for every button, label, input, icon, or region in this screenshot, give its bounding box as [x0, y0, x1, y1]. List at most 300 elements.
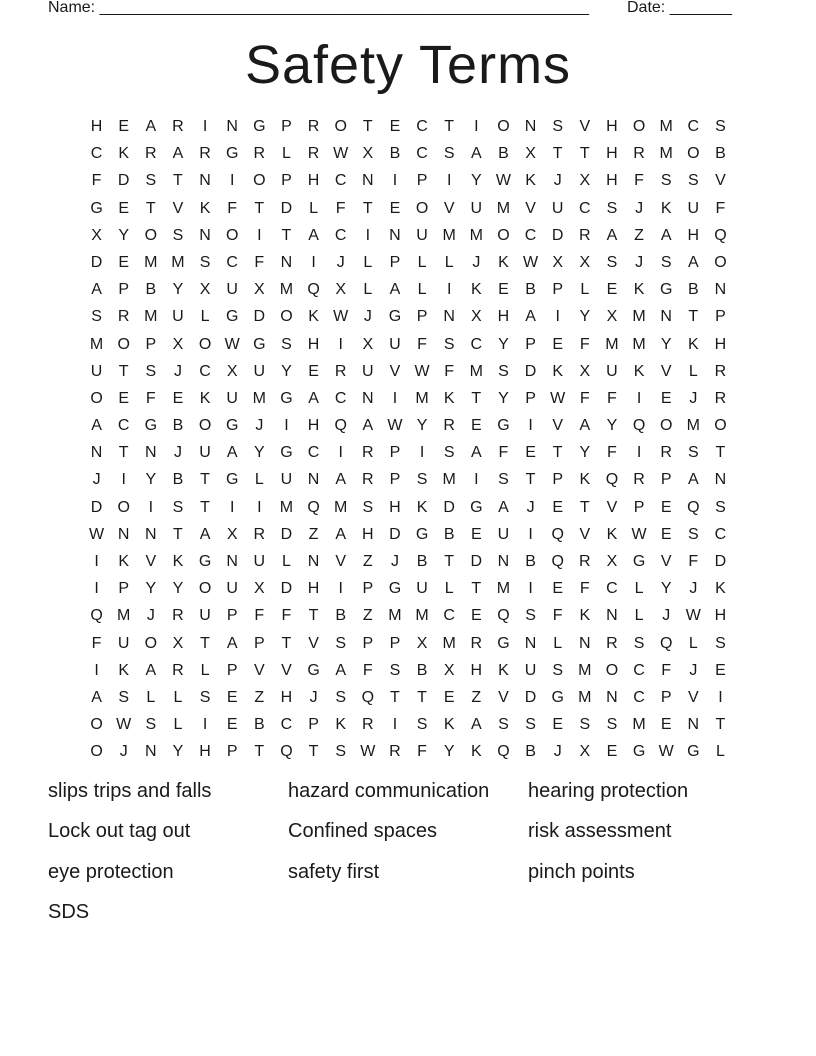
grid-letter: C: [334, 172, 347, 190]
grid-letter: T: [552, 145, 563, 163]
grid-letter: K: [498, 253, 509, 271]
grid-letter: A: [606, 226, 618, 244]
grid-letter: B: [416, 661, 428, 679]
grid-letter: M: [415, 607, 429, 625]
grid-letter: G: [225, 145, 239, 163]
grid-letter: V: [498, 688, 509, 706]
grid-letter: Y: [498, 389, 509, 407]
grid-letter: T: [308, 607, 319, 625]
grid-letter: N: [145, 743, 157, 761]
grid-letter: Q: [632, 417, 646, 435]
grid-letter: P: [118, 281, 130, 299]
grid-letter: V: [579, 118, 591, 135]
grid-letter: N: [606, 688, 618, 706]
grid-letter: L: [254, 471, 264, 489]
grid-letter: S: [443, 335, 455, 353]
grid-letter: Y: [172, 281, 184, 299]
grid-letter: I: [474, 118, 479, 135]
grid-letter: R: [389, 743, 401, 761]
grid-letter: U: [253, 362, 266, 380]
grid-letter: C: [199, 362, 211, 380]
grid-letter: K: [443, 389, 455, 407]
grid-letter: O: [687, 145, 700, 163]
grid-letter: A: [91, 688, 102, 706]
grid-letter: O: [714, 417, 727, 435]
grid-letter: H: [687, 226, 700, 244]
grid-letter: M: [632, 335, 646, 353]
grid-letter: O: [334, 118, 347, 135]
grid-letter: I: [528, 580, 533, 598]
grid-letter: Q: [605, 471, 619, 489]
grid-letter: P: [660, 471, 672, 489]
grid-letter: L: [688, 362, 698, 380]
grid-letter: I: [311, 253, 316, 271]
grid-letter: E: [552, 716, 564, 734]
grid-letter: B: [253, 716, 265, 734]
grid-letter: O: [605, 661, 619, 679]
grid-letter: C: [226, 253, 238, 271]
grid-letter: I: [338, 580, 343, 598]
grid-letter: L: [281, 553, 291, 570]
grid-letter: R: [660, 444, 672, 462]
grid-letter: N: [524, 118, 537, 135]
grid-letter: X: [579, 172, 591, 190]
grid-letter: U: [687, 199, 700, 217]
grid-row: [83, 331, 734, 358]
grid-letter: S: [443, 145, 455, 163]
grid-letter: S: [118, 688, 130, 706]
grid-letter: V: [172, 199, 184, 217]
grid-letter: A: [335, 471, 347, 489]
grid-letter: P: [416, 308, 428, 326]
grid-letter: C: [334, 389, 347, 407]
grid-letter: B: [145, 281, 157, 299]
grid-letter: E: [606, 281, 618, 299]
grid-letter: R: [579, 553, 591, 570]
grid-letter: K: [660, 199, 672, 217]
grid-letter: E: [443, 688, 455, 706]
grid-row: [83, 466, 734, 493]
grid-letter: J: [309, 688, 318, 706]
grid-letter: H: [307, 335, 320, 353]
grid-row: [83, 113, 734, 140]
grid-letter: M: [442, 471, 456, 489]
grid-letter: M: [578, 688, 592, 706]
grid-letter: M: [496, 580, 511, 598]
grid-letter: V: [606, 498, 618, 516]
grid-letter: L: [363, 253, 373, 271]
grid-letter: N: [199, 226, 211, 244]
grid-letter: K: [498, 661, 509, 679]
grid-letter: P: [226, 743, 238, 761]
grid-letter: S: [552, 661, 564, 679]
grid-letter: I: [718, 688, 723, 706]
grid-letter: S: [606, 199, 618, 217]
grid-letter: F: [552, 607, 563, 625]
grid-letter: N: [307, 553, 320, 570]
grid-letter: O: [90, 716, 103, 734]
grid-letter: S: [199, 688, 211, 706]
grid-letter: E: [660, 498, 672, 516]
grid-letter: E: [660, 716, 672, 734]
grid-letter: N: [199, 172, 211, 190]
grid-letter: J: [336, 253, 345, 271]
grid-letter: H: [199, 743, 211, 761]
grid-letter: V: [443, 199, 455, 217]
grid-letter: W: [333, 145, 349, 163]
grid-letter: J: [635, 199, 644, 217]
grid-letter: F: [715, 199, 726, 217]
grid-letter: E: [118, 118, 130, 135]
grid-letter: A: [335, 525, 347, 543]
grid-letter: G: [470, 498, 483, 516]
grid-letter: R: [199, 145, 211, 163]
grid-letter: M: [334, 498, 348, 516]
grid-letter: T: [390, 688, 400, 706]
grid-letter: E: [660, 525, 672, 543]
grid-letter: L: [417, 253, 427, 271]
grid-letter: P: [633, 498, 645, 516]
grid-letter: W: [495, 172, 511, 190]
grid-row: [83, 494, 734, 521]
grid-letter: C: [606, 580, 618, 598]
grid-letter: A: [687, 253, 699, 271]
grid-letter: D: [524, 362, 537, 380]
grid-letter: Z: [362, 607, 373, 625]
grid-letter: F: [579, 389, 590, 407]
grid-letter: K: [172, 553, 184, 570]
grid-letter: C: [524, 226, 537, 244]
grid-letter: C: [117, 417, 130, 435]
grid-letter: S: [715, 498, 726, 516]
grid-letter: N: [145, 444, 157, 462]
grid-letter: K: [606, 525, 618, 543]
grid-letter: P: [308, 716, 319, 734]
grid-letter: L: [444, 253, 454, 271]
grid-letter: E: [470, 607, 482, 625]
grid-letter: X: [470, 308, 482, 326]
grid-row: [83, 167, 734, 194]
grid-letter: F: [254, 253, 265, 271]
grid-letter: N: [226, 553, 238, 570]
grid-letter: Y: [606, 417, 618, 435]
grid-letter: N: [443, 308, 455, 326]
grid-letter: D: [714, 553, 727, 570]
grid-letter: M: [632, 308, 646, 326]
grid-letter: E: [660, 389, 672, 407]
grid-row: [83, 521, 734, 548]
grid-letter: K: [715, 580, 726, 598]
grid-letter: A: [226, 444, 238, 462]
grid-letter: K: [416, 498, 428, 516]
grid-letter: M: [388, 607, 402, 625]
grid-letter: Y: [118, 226, 130, 244]
grid-letter: A: [525, 308, 536, 326]
grid-letter: D: [90, 498, 103, 516]
grid-letter: N: [362, 172, 374, 190]
grid-letter: P: [552, 281, 564, 299]
grid-letter: U: [416, 226, 428, 244]
grid-letter: Q: [551, 525, 564, 543]
grid-letter: F: [661, 661, 672, 679]
grid-letter: B: [715, 145, 726, 163]
grid-letter: J: [363, 308, 372, 326]
grid-letter: K: [633, 281, 645, 299]
grid-letter: S: [416, 716, 428, 734]
grid-letter: A: [470, 716, 482, 734]
grid-row: [83, 140, 734, 167]
grid-letter: E: [470, 525, 482, 543]
grid-letter: X: [226, 362, 238, 380]
grid-letter: Z: [308, 525, 319, 543]
grid-letter: B: [525, 281, 536, 299]
grid-letter: O: [659, 417, 673, 435]
grid-letter: P: [552, 471, 564, 489]
grid-letter: A: [226, 634, 238, 652]
grid-letter: S: [443, 444, 455, 462]
grid-letter: B: [416, 553, 428, 570]
grid-letter: N: [579, 634, 591, 652]
grid-letter: U: [226, 580, 238, 598]
grid-letter: G: [280, 444, 293, 462]
grid-letter: K: [118, 661, 130, 679]
grid-letter: D: [280, 580, 293, 598]
grid-letter: E: [226, 688, 238, 706]
grid-letter: T: [173, 525, 183, 543]
grid-letter: G: [497, 634, 510, 652]
grid-letter: H: [307, 417, 320, 435]
grid-letter: M: [578, 661, 592, 679]
grid-letter: R: [334, 362, 347, 380]
grid-letter: C: [334, 226, 347, 244]
grid-letter: T: [471, 389, 482, 407]
grid-letter: I: [555, 308, 560, 326]
grid-letter: Q: [90, 607, 103, 625]
grid-letter: O: [225, 226, 239, 244]
grid-letter: T: [362, 199, 373, 217]
grid-letter: K: [633, 362, 645, 380]
grid-letter: N: [687, 716, 700, 734]
grid-letter: T: [362, 118, 373, 135]
grid-letter: D: [524, 688, 537, 706]
grid-letter: M: [279, 281, 294, 299]
grid-letter: E: [552, 498, 564, 516]
grid-letter: I: [365, 226, 371, 244]
grid-letter: A: [335, 661, 347, 679]
grid-letter: M: [496, 199, 511, 217]
grid-letter: M: [469, 226, 483, 244]
grid-letter: R: [443, 417, 455, 435]
word-bank-item: SDS: [48, 900, 90, 923]
grid-letter: K: [552, 362, 564, 380]
grid-letter: G: [415, 525, 429, 543]
grid-letter: T: [579, 498, 590, 516]
grid-letter: M: [279, 498, 294, 516]
grid-letter: J: [689, 389, 698, 407]
grid-letter: E: [552, 335, 564, 353]
grid-letter: G: [253, 335, 266, 353]
grid-letter: O: [144, 226, 158, 244]
grid-letter: E: [118, 199, 130, 217]
grid-letter: U: [416, 580, 428, 598]
grid-letter: X: [579, 362, 591, 380]
grid-letter: A: [91, 417, 102, 435]
grid-letter: T: [525, 471, 536, 489]
grid-letter: Y: [660, 580, 672, 598]
grid-letter: W: [89, 525, 105, 543]
grid-letter: Y: [172, 743, 184, 761]
grid-letter: T: [715, 444, 726, 462]
grid-letter: K: [470, 743, 482, 761]
grid-letter: L: [715, 743, 725, 761]
grid-letter: I: [148, 498, 154, 516]
grid-letter: L: [634, 580, 644, 598]
word-bank-item: Lock out tag out: [48, 820, 191, 843]
grid-letter: X: [606, 308, 618, 326]
grid-letter: C: [470, 335, 483, 353]
grid-letter: V: [281, 661, 292, 679]
grid-row: [83, 303, 734, 330]
grid-letter: V: [389, 362, 401, 380]
grid-letter: T: [145, 199, 156, 217]
grid-letter: H: [497, 308, 510, 326]
grid-letter: U: [470, 199, 483, 217]
grid-letter: I: [94, 661, 99, 679]
grid-letter: F: [607, 389, 617, 407]
grid-letter: T: [200, 471, 210, 489]
grid-letter: I: [392, 172, 398, 190]
grid-letter: Q: [280, 743, 293, 761]
grid-row: [83, 575, 734, 602]
grid-letter: F: [91, 634, 102, 652]
grid-letter: J: [526, 498, 535, 516]
grid-letter: A: [660, 226, 672, 244]
grid-letter: H: [90, 118, 103, 135]
grid-letter: P: [226, 661, 238, 679]
grid-letter: G: [632, 743, 646, 761]
grid-letter: U: [172, 308, 184, 326]
grid-letter: I: [446, 281, 452, 299]
word-bank: [48, 776, 768, 937]
grid-letter: A: [389, 281, 401, 299]
grid-letter: G: [659, 281, 673, 299]
word-bank-item: slips trips and falls: [48, 780, 212, 802]
grid-letter: A: [172, 145, 184, 163]
word-bank-item: risk assessment: [528, 820, 672, 843]
grid-letter: R: [362, 716, 374, 734]
grid-letter: X: [579, 743, 591, 761]
grid-letter: F: [688, 553, 699, 570]
grid-letter: F: [281, 607, 292, 625]
grid-letter: N: [307, 471, 320, 489]
grid-letter: Q: [307, 281, 320, 299]
grid-letter: I: [94, 580, 99, 598]
grid-letter: U: [497, 525, 510, 543]
grid-letter: M: [469, 362, 483, 380]
grid-letter: R: [714, 389, 727, 407]
grid-letter: K: [335, 716, 347, 734]
grid-letter: J: [92, 471, 101, 489]
grid-letter: K: [687, 335, 699, 353]
grid-letter: V: [552, 417, 564, 435]
grid-letter: H: [606, 118, 618, 135]
grid-letter: D: [551, 226, 564, 244]
grid-letter: W: [550, 389, 566, 407]
grid-letter: P: [281, 172, 292, 190]
grid-letter: E: [172, 389, 184, 407]
grid-letter: N: [714, 471, 727, 489]
grid-letter: V: [660, 362, 672, 380]
grid-letter: G: [388, 308, 402, 326]
grid-row: [83, 222, 734, 249]
grid-letter: S: [552, 118, 564, 135]
grid-letter: U: [226, 389, 238, 407]
grid-letter: Q: [497, 607, 510, 625]
grid-letter: T: [118, 362, 129, 380]
grid-row: [83, 602, 734, 629]
grid-letter: R: [307, 118, 320, 135]
page-title: Safety Terms: [244, 35, 572, 95]
grid-letter: I: [636, 444, 642, 462]
grid-letter: N: [389, 226, 401, 244]
grid-letter: C: [579, 199, 591, 217]
grid-letter: W: [333, 308, 349, 326]
grid-letter: N: [497, 553, 510, 570]
grid-letter: G: [144, 417, 158, 435]
grid-letter: H: [307, 580, 320, 598]
grid-letter: G: [90, 199, 103, 217]
grid-letter: M: [144, 253, 158, 271]
grid-letter: S: [715, 634, 726, 652]
grid-letter: Y: [145, 580, 157, 598]
date-field-label: Date: _______: [627, 0, 732, 16]
grid-letter: T: [715, 716, 726, 734]
grid-letter: S: [335, 743, 347, 761]
grid-letter: Y: [172, 580, 184, 598]
grid-letter: S: [199, 253, 211, 271]
grid-letter: P: [389, 471, 401, 489]
grid-letter: H: [389, 498, 401, 516]
grid-letter: H: [606, 145, 618, 163]
grid-letter: I: [392, 389, 398, 407]
grid-letter: I: [257, 498, 262, 516]
grid-letter: C: [307, 444, 320, 462]
grid-letter: P: [118, 580, 130, 598]
grid-letter: Y: [145, 471, 157, 489]
grid-letter: D: [443, 498, 455, 516]
grid-letter: A: [145, 661, 157, 679]
grid-letter: I: [446, 172, 452, 190]
grid-letter: A: [308, 389, 319, 407]
grid-letter: H: [362, 525, 374, 543]
grid-letter: O: [144, 634, 158, 652]
grid-letter: X: [416, 634, 428, 652]
grid-letter: I: [636, 389, 642, 407]
word-bank-item: hearing protection: [528, 780, 689, 802]
grid-letter: Q: [307, 498, 320, 516]
grid-letter: T: [254, 743, 265, 761]
grid-letter: U: [253, 553, 266, 570]
grid-letter: Z: [634, 226, 644, 244]
grid-letter: N: [145, 525, 157, 543]
grid-letter: P: [362, 580, 374, 598]
grid-letter: I: [474, 471, 479, 489]
grid-letter: R: [253, 145, 266, 163]
grid-letter: F: [417, 335, 427, 353]
grid-letter: S: [389, 661, 401, 679]
grid-letter: R: [253, 525, 266, 543]
grid-row: [83, 412, 734, 439]
